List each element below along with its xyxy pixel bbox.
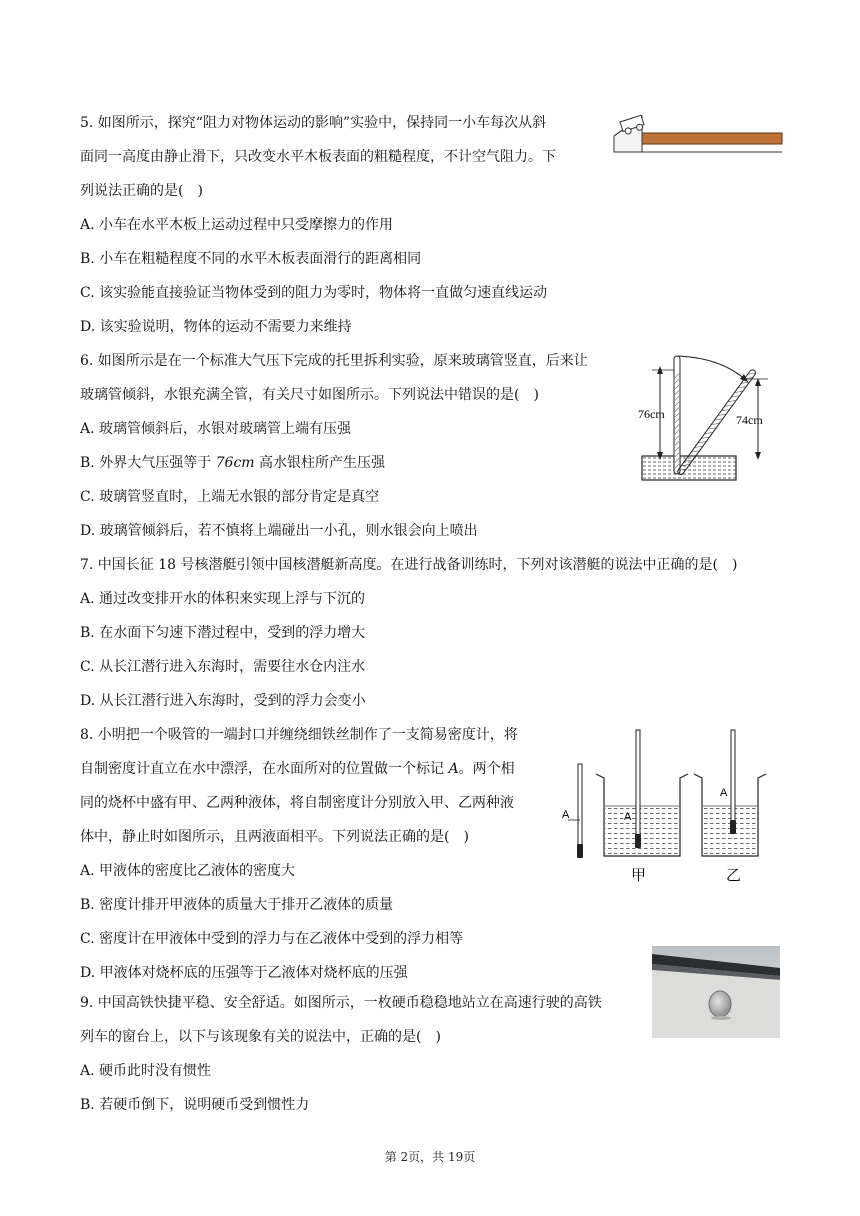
- q6-option-b-suffix: 高水银柱所产生压强: [254, 455, 386, 471]
- q8-stem-line-2: [80, 760, 515, 778]
- q8-option-d: D. 甲液体对烧杯底的压强等于乙液体对烧杯底的压强: [80, 965, 408, 981]
- q8-option-c: C. 密度计在甲液体中受到的浮力与在乙液体中受到的浮力相等: [80, 931, 464, 947]
- q5-option-c: C. 该实验能直接验证当物体受到的阻力为零时，物体将一直做匀速直线运动: [80, 285, 548, 301]
- q6-label-74cm: 74cm: [736, 413, 763, 427]
- q8-stem-line-2-var: A: [448, 761, 459, 777]
- q5-option-d: D. 该实验说明，物体的运动不需要力来维持: [80, 319, 352, 335]
- q7-option-c: C. 从长江潜行进入东海时，需要往水仓内注水: [80, 659, 366, 675]
- q6-option-b-prefix: B. 外界大气压强等于: [80, 455, 216, 471]
- q8-stem-line-2-prefix: 自制密度计直立在水中漂浮，在水面所对的位置做一个标记: [80, 761, 449, 777]
- q9-option-a: A. 硬币此时没有惯性: [80, 1063, 212, 1079]
- q8-stem-line-4: 体中，静止时如图所示，且两液面相平。下列说法正确的是( ): [80, 829, 469, 845]
- q7-stem-line-1: 7. 中国长征 18 号核潜艇引领中国核潜艇新高度。在进行战备训练时，下列对该潜艇的说法中正确的是( ): [80, 557, 738, 573]
- q5-option-a: A. 小车在水平木板上运动过程中只受摩擦力的作用: [80, 217, 394, 233]
- q8-mark-a-beaker-jia: A: [624, 811, 632, 823]
- q5-option-b: B. 小车在粗糙程度不同的水平木板表面滑行的距离相同: [80, 251, 422, 267]
- q6-label-76cm: 76cm: [638, 407, 665, 421]
- q6-torricelli-figure: [638, 352, 778, 486]
- q9-option-b: B. 若硬币倒下，说明硬币受到惯性力: [80, 1097, 310, 1113]
- q6-stem-line-1: 6. 如图所示是在一个标准大气压下完成的托里拆利实验，原来玻璃管竖直，后来让: [80, 353, 588, 369]
- q8-stem-line-2-suffix: 。两个相: [458, 761, 515, 777]
- q9-stem-line-1: 9. 中国高铁快捷平稳、安全舒适。如图所示，一枚硬币稳稳地站立在高速行驶的高铁: [80, 995, 602, 1011]
- q5-stem-line-2: 面同一高度由静止滑下，只改变水平木板表面的粗糙程度，不计空气阻力。下: [80, 149, 556, 165]
- q5-stem-line-1: 5. 如图所示，探究“阻力对物体运动的影响”实验中，保持同一小车每次从斜: [80, 115, 547, 131]
- q8-stem-line-3: 同的烧杯中盛有甲、乙两种液体，将自制密度计分别放入甲、乙两种液: [80, 795, 514, 811]
- q6-option-c: C. 玻璃管竖直时，上端无水银的部分肯定是真空: [80, 489, 380, 505]
- q8-stem-line-1: 8. 小明把一个吸管的一端封口并缠绕细铁丝制作了一支简易密度计，将: [80, 727, 518, 743]
- q6-option-a: A. 玻璃管倾斜后，水银对玻璃管上端有压强: [80, 421, 352, 437]
- q6-option-b-var: 76cm: [215, 455, 255, 471]
- q5-incline-board-figure: [612, 112, 784, 156]
- q8-label-jia: 甲: [631, 866, 647, 884]
- q9-stem-line-2: 列车的窗台上，以下与该现象有关的说法中，正确的是( ): [80, 1029, 441, 1045]
- q9-coin-photo: [652, 946, 780, 1038]
- q6-option-b: [80, 454, 385, 472]
- q7-option-d: D. 从长江潜行进入东海时，受到的浮力会变小: [80, 693, 366, 709]
- q6-stem-line-2: 玻璃管倾斜，水银充满全管，有关尺寸如图所示。下列说法中错误的是( ): [80, 387, 539, 403]
- q8-label-yi: 乙: [726, 866, 742, 884]
- q8-mark-a-beaker-yi: A: [720, 787, 728, 799]
- q6-option-d: D. 玻璃管倾斜后，若不慎将上端碰出一小孔，则水银会向上喷出: [80, 523, 478, 539]
- q8-option-a: A. 甲液体的密度比乙液体的密度大: [80, 863, 296, 879]
- q8-mark-a-standalone: A: [562, 809, 570, 821]
- q5-stem-line-3: 列说法正确的是( ): [80, 183, 203, 199]
- q8-density-meter-figure: [560, 726, 770, 890]
- page-footer: 第 2页，共 19页: [384, 1150, 476, 1164]
- q7-option-b: B. 在水面下匀速下潜过程中，受到的浮力增大: [80, 625, 366, 641]
- q7-option-a: A. 通过改变排开水的体积来实现上浮与下沉的: [80, 591, 366, 607]
- q8-option-b: B. 密度计排开甲液体的质量大于排开乙液体的质量: [80, 897, 394, 913]
